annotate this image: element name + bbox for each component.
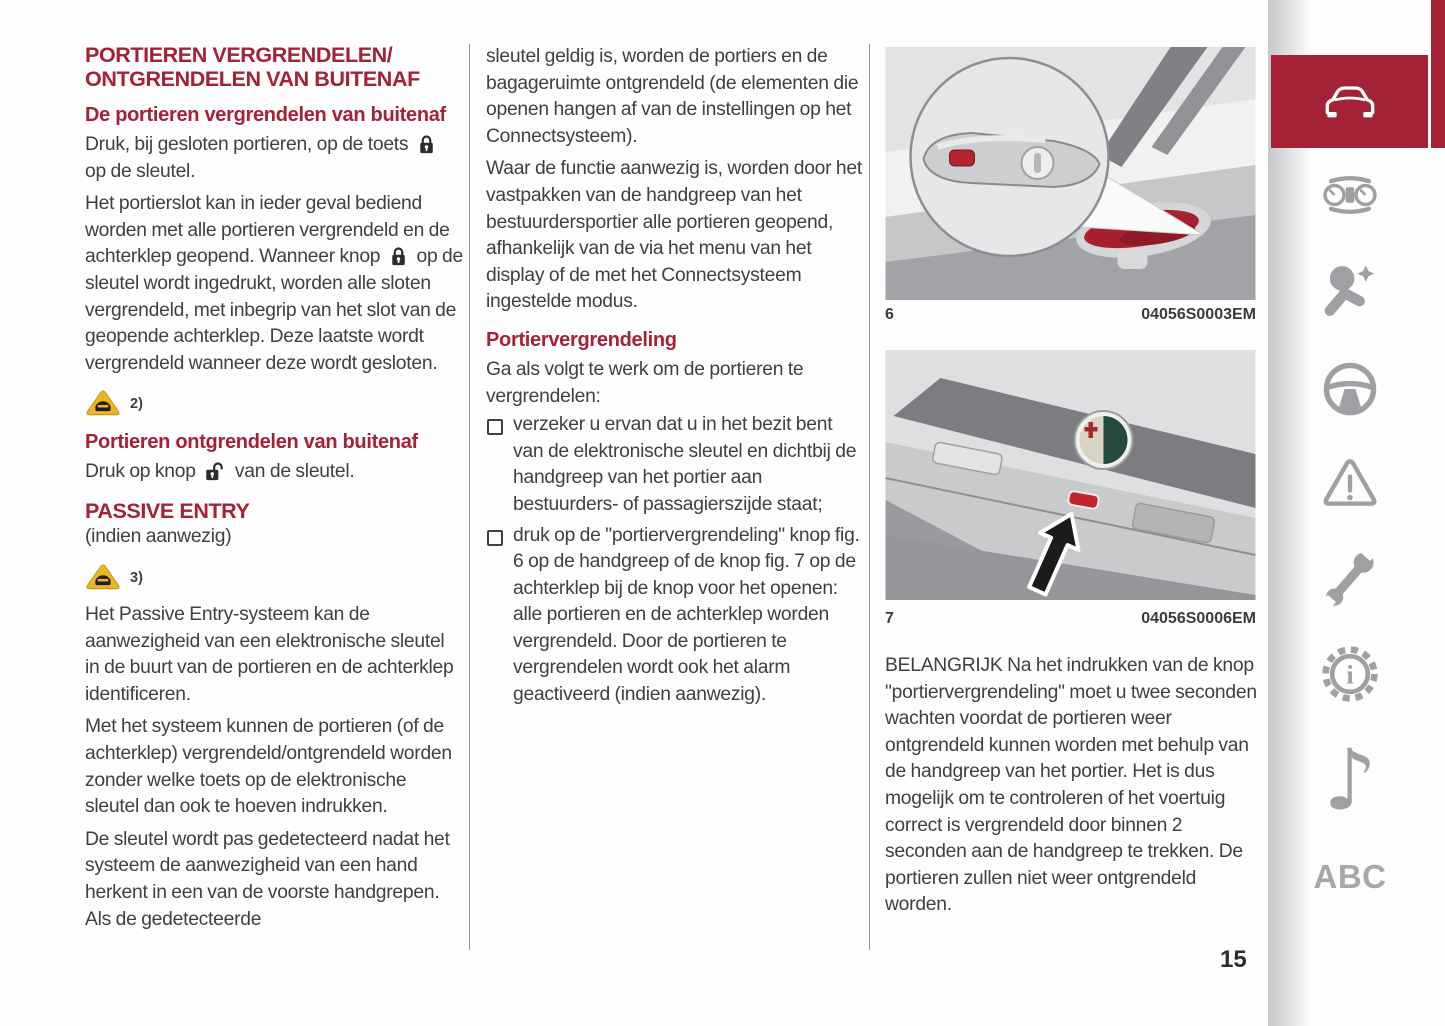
car-front-icon	[1318, 81, 1382, 123]
passive-entry-title: PASSIVE ENTRY	[85, 498, 250, 523]
tab-multimedia[interactable]	[1314, 731, 1386, 829]
bullet-square-icon	[487, 530, 503, 546]
warning-triangle-icon	[1322, 458, 1378, 509]
figure-code: 04056S0006EM	[1141, 610, 1256, 627]
section-title	[85, 44, 463, 91]
bullet-item	[486, 523, 864, 711]
steering-wheel-icon	[1321, 360, 1379, 418]
figure-number: 7	[885, 610, 894, 627]
info-gear-icon	[1320, 644, 1380, 704]
airbag-icon	[1322, 260, 1378, 316]
footnote-number: 3)	[130, 569, 143, 586]
paragraph-lock-key: Druk, bij gesloten portieren, op de toets op de sleutel.	[85, 132, 463, 185]
subheading-lock-outside: De portieren vergrendelen van buitenaf	[85, 104, 446, 126]
tab-technical-info[interactable]	[1314, 644, 1386, 704]
tab-index[interactable]	[1314, 858, 1386, 896]
bullet-item	[486, 412, 864, 520]
music-note-icon: ♪	[1323, 731, 1377, 829]
tab-maintenance[interactable]	[1314, 550, 1386, 608]
paragraph-passive-entry-3: De sleutel wordt pas gedetecteerd nadat het systeem de aanwezigheid van een hand herkent in een van de voorste handgrepen. Als de gedetecteerde	[85, 828, 450, 930]
bullet-square-icon	[487, 419, 503, 435]
abc-index-label: ABC	[1313, 858, 1387, 895]
footnote-number: 2)	[130, 395, 143, 412]
section-title-line2: ONTGRENDELEN VAN BUITENAF	[85, 66, 420, 91]
tab-airbag[interactable]	[1314, 260, 1386, 316]
page-edge-shadow	[1268, 0, 1312, 1026]
tab-dashboard[interactable]	[1314, 176, 1386, 214]
paragraph-function-present: Waar de functie aanwezig is, worden door het vastpakken van de handgreep van het bestuurdersportier alle portieren geopend, afhankelijk van de via het menu van het display of de met het Connectsysteem ingestelde modus.	[486, 158, 862, 313]
passive-entry-subtitle: (indien aanwezig)	[85, 526, 232, 548]
section-tab-edge	[1431, 0, 1445, 148]
figure-6-caption	[885, 306, 1256, 324]
subheading-door-locking: Portiervergrendeling	[486, 328, 677, 351]
middle-column	[486, 44, 864, 713]
paragraph-key-valid: sleutel geldig is, worden de portiers en de bagageruimte ontgrendeld (de elementen die openen hangen af van de instellingen op het Connectsysteem).	[486, 46, 859, 147]
paragraph-important: BELANGRIJK Na het indrukken van de knop "portiervergrendeling" moet u twee seconden wachten voordat de portieren weer ontgrendeld kunnen worden met behulp van de handgreep van het portier. Het is dus mogelijk om te controleren of het voertuig correct is vergrendeld door binnen 2 seconden aan de handgreep te trekken. De portieren zullen niet weer ontgrendeld worden.	[885, 655, 1257, 916]
figure-7-image	[885, 350, 1256, 600]
subheading-unlock-outside: Portieren ontgrendelen van buitenaf	[85, 431, 418, 454]
bullet-text: druk op de "portiervergrendeling" knop fig. 6 op de handgreep of de knop fig. 7 op de achterklep bij de knop voor het openen: alle portieren en de achterklep worden vergrendeld. Door de portieren te vergrendelen wordt ook het alarm geactiveerd (indien aanwezig).	[513, 524, 860, 706]
column-divider	[469, 44, 470, 950]
section-title-line1: PORTIEREN VERGRENDELEN/	[85, 43, 393, 67]
figure-number: 6	[885, 306, 894, 323]
bullet-text: verzeker u ervan dat u in het bezit bent van de elektronische sleutel en dichtbij de handgreep van het portier aan bestuurders- of passagierszijde staat;	[513, 414, 857, 515]
figure-code: 04056S0003EM	[1141, 306, 1256, 323]
info-glyph: i	[1346, 660, 1354, 690]
lock-closed-icon	[418, 134, 435, 154]
figure-7-caption	[885, 610, 1256, 628]
column-divider	[869, 44, 870, 950]
paragraph-lock-procedure: Ga als volgt te werk om de portieren te vergrendelen:	[486, 358, 804, 407]
tab-steering[interactable]	[1314, 360, 1386, 418]
lock-open-icon	[205, 461, 225, 481]
left-column	[85, 44, 463, 939]
dashboard-icon	[1319, 176, 1381, 214]
paragraph-passive-entry-2: Met het systeem kunnen de portieren (of de achterklep) vergrendeld/ontgrendeld worden zonder welke toets op de elektronische sleutel dan ook te hoeven indrukken.	[85, 716, 452, 818]
paragraph-passive-entry-1: Het Passive Entry-systeem kan de aanwezigheid van een elektronische sleutel in de buurt van de portieren en de achterklep identificeren.	[85, 604, 454, 705]
paragraph-doorlock-info: Het portierslot kan in ieder geval bediend worden met alle portieren vergrendeld en de achterklep geopend. Wanneer knop op de sleutel wordt ingedrukt, worden alle sloten vergrendeld, met inbegrip van het slot van de geopende achterklep. Deze laatste wordt vergrendeld wanneer deze wordt gesloten.	[85, 193, 464, 374]
footnote-ref-3	[85, 563, 463, 592]
paragraph-unlock-key: Druk op knop van de sleutel.	[85, 461, 355, 483]
figure-6-image	[885, 47, 1256, 300]
car-warning-icon	[85, 563, 121, 592]
lock-closed-icon	[390, 246, 407, 266]
footnote-ref-2	[85, 389, 463, 418]
wrench-icon	[1321, 550, 1379, 608]
tab-car-section[interactable]	[1271, 55, 1428, 148]
tab-warning[interactable]	[1314, 458, 1386, 509]
page-number: 15	[1220, 946, 1247, 973]
car-warning-icon	[85, 389, 121, 418]
